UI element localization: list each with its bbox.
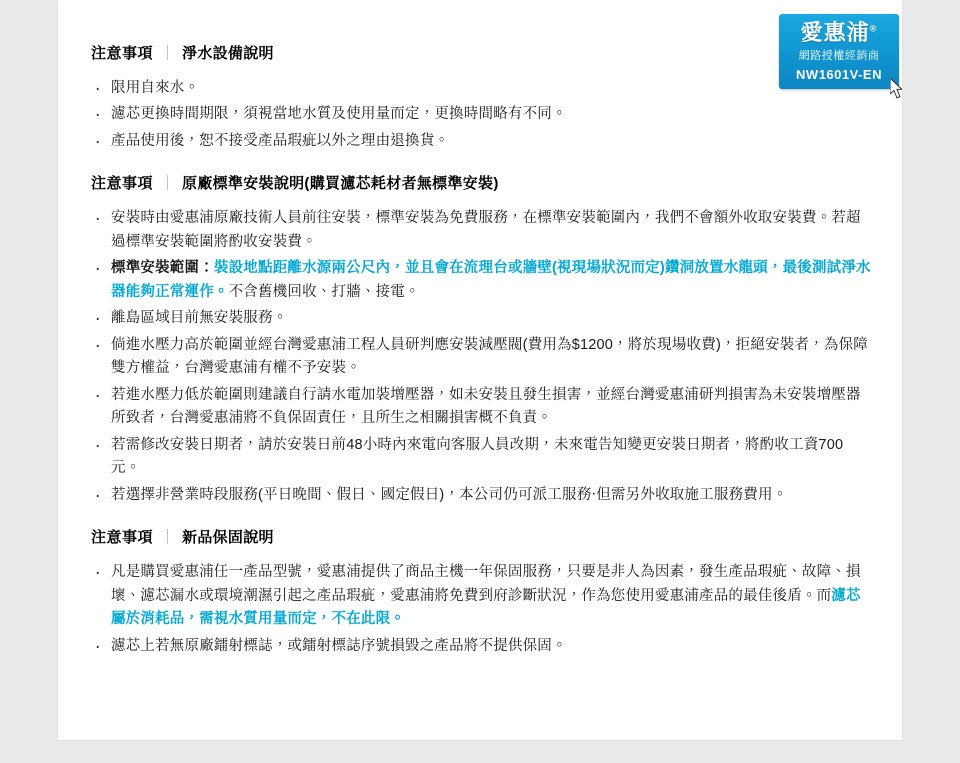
- body-text: 倘進水壓力高於範圍並經台灣愛惠浦工程人員研判應安裝減壓閥(費用為$1200，將於現場收費)，拒絕安裝者，為保障雙方權益，台灣愛惠浦有權不予安裝。: [111, 336, 868, 377]
- section-tag: 注意事項: [91, 175, 154, 193]
- list-item: [91, 207, 871, 254]
- highlighted-text: 裝設地點距離水源兩公尺內，並且會在流理台或牆壁(視現場狀況而定)鑽洞放置水龍頭，最後測試淨水器能夠正常運作。: [111, 260, 871, 300]
- body-text: 濾芯上若無原廠鐳射標誌，或鐳射標誌序號損毀之產品將不提供保固。: [111, 637, 567, 654]
- list-item: [91, 130, 871, 153]
- section-heading: [91, 529, 871, 547]
- document-section: [91, 45, 871, 153]
- body-text: 若進水壓力低於範圍則建議自行請水電加裝增壓器，如未安裝且發生損害，並經台灣愛惠浦研判損害為未安裝增壓器所致者，台灣愛惠浦將不負保固責任，且所生之相關損害概不負責。: [111, 386, 861, 427]
- section-divider: ｜: [160, 175, 176, 193]
- body-text: 若選擇非營業時段服務(平日晚間、假日、國定假日)，本公司仍可派工服務‧但需另外收取施工服務費用。: [111, 486, 788, 503]
- badge-brand-text: 愛惠浦: [800, 20, 870, 45]
- badge-registered-mark: ®: [869, 23, 878, 34]
- body-text: 離島區域目前無安裝服務。: [111, 310, 288, 327]
- list-item: [91, 334, 871, 381]
- section-tag: 注意事項: [91, 529, 154, 547]
- list-item: [91, 484, 871, 507]
- highlighted-text: 濾芯屬於消耗品，需視水質用量而定，不在此限。: [111, 587, 861, 628]
- section-bullet-list: [91, 77, 871, 153]
- section-title: 新品保固說明: [182, 529, 274, 547]
- section-heading: [91, 45, 871, 63]
- section-divider: ｜: [160, 45, 176, 62]
- body-text: 安裝時由愛惠浦原廠技術人員前往安裝，標準安裝為免費服務，在標準安裝範圍內，我們不會額外收取安裝費。若超過標準安裝範圍將酌收安裝費。: [111, 210, 861, 250]
- list-item: [91, 257, 871, 304]
- body-text: 不含舊機回收、打牆、接電。: [228, 283, 420, 300]
- body-text: 凡是購買愛惠浦任一產品型號，愛惠浦提供了商品主機一年保固服務，只要是非人為因素，發生產品瑕疵、故障、損壞、濾芯漏水或環境潮濕引起之產品瑕疵，愛惠浦將免費到府診斷狀況，作為您使用愛惠浦產品的最佳後盾。而: [111, 564, 861, 604]
- section-divider: ｜: [160, 529, 176, 547]
- badge-subtitle: 網路授權經銷商: [798, 50, 880, 63]
- list-item: [91, 77, 871, 100]
- emphasized-text: 標準安裝範圍：: [111, 260, 214, 277]
- list-item: [91, 103, 871, 126]
- badge-code: NW1601V-EN: [796, 67, 882, 83]
- body-text: 若需修改安裝日期者，請於安裝日前48小時內來電向客服人員改期，未來電告知變更安裝日期者，將酌收工資700元。: [111, 436, 844, 477]
- document-content: [91, 45, 871, 680]
- section-bullet-list: [91, 207, 871, 507]
- section-tag: 注意事項: [91, 45, 154, 62]
- section-title: 淨水設備說明: [182, 45, 274, 62]
- body-text: 限用自來水。: [111, 80, 200, 96]
- list-item: [91, 635, 871, 658]
- list-item: [91, 384, 871, 431]
- list-item: [91, 561, 871, 631]
- document-section: [91, 529, 871, 658]
- list-item: [91, 307, 871, 330]
- section-heading: [91, 175, 871, 193]
- section-title: 原廠標準安裝說明(購買濾芯耗材者無標準安裝): [182, 175, 499, 193]
- badge-brand-name: [779, 21, 899, 44]
- body-text: 濾芯更換時間期限，須視當地水質及使用量而定，更換時間略有不同。: [111, 106, 567, 123]
- list-item: [91, 434, 871, 481]
- section-bullet-list: [91, 561, 871, 658]
- document-section: [91, 175, 871, 507]
- body-text: 產品使用後，恕不接受產品瑕疵以外之理由退換貨。: [111, 132, 450, 149]
- document-page: [58, 0, 902, 740]
